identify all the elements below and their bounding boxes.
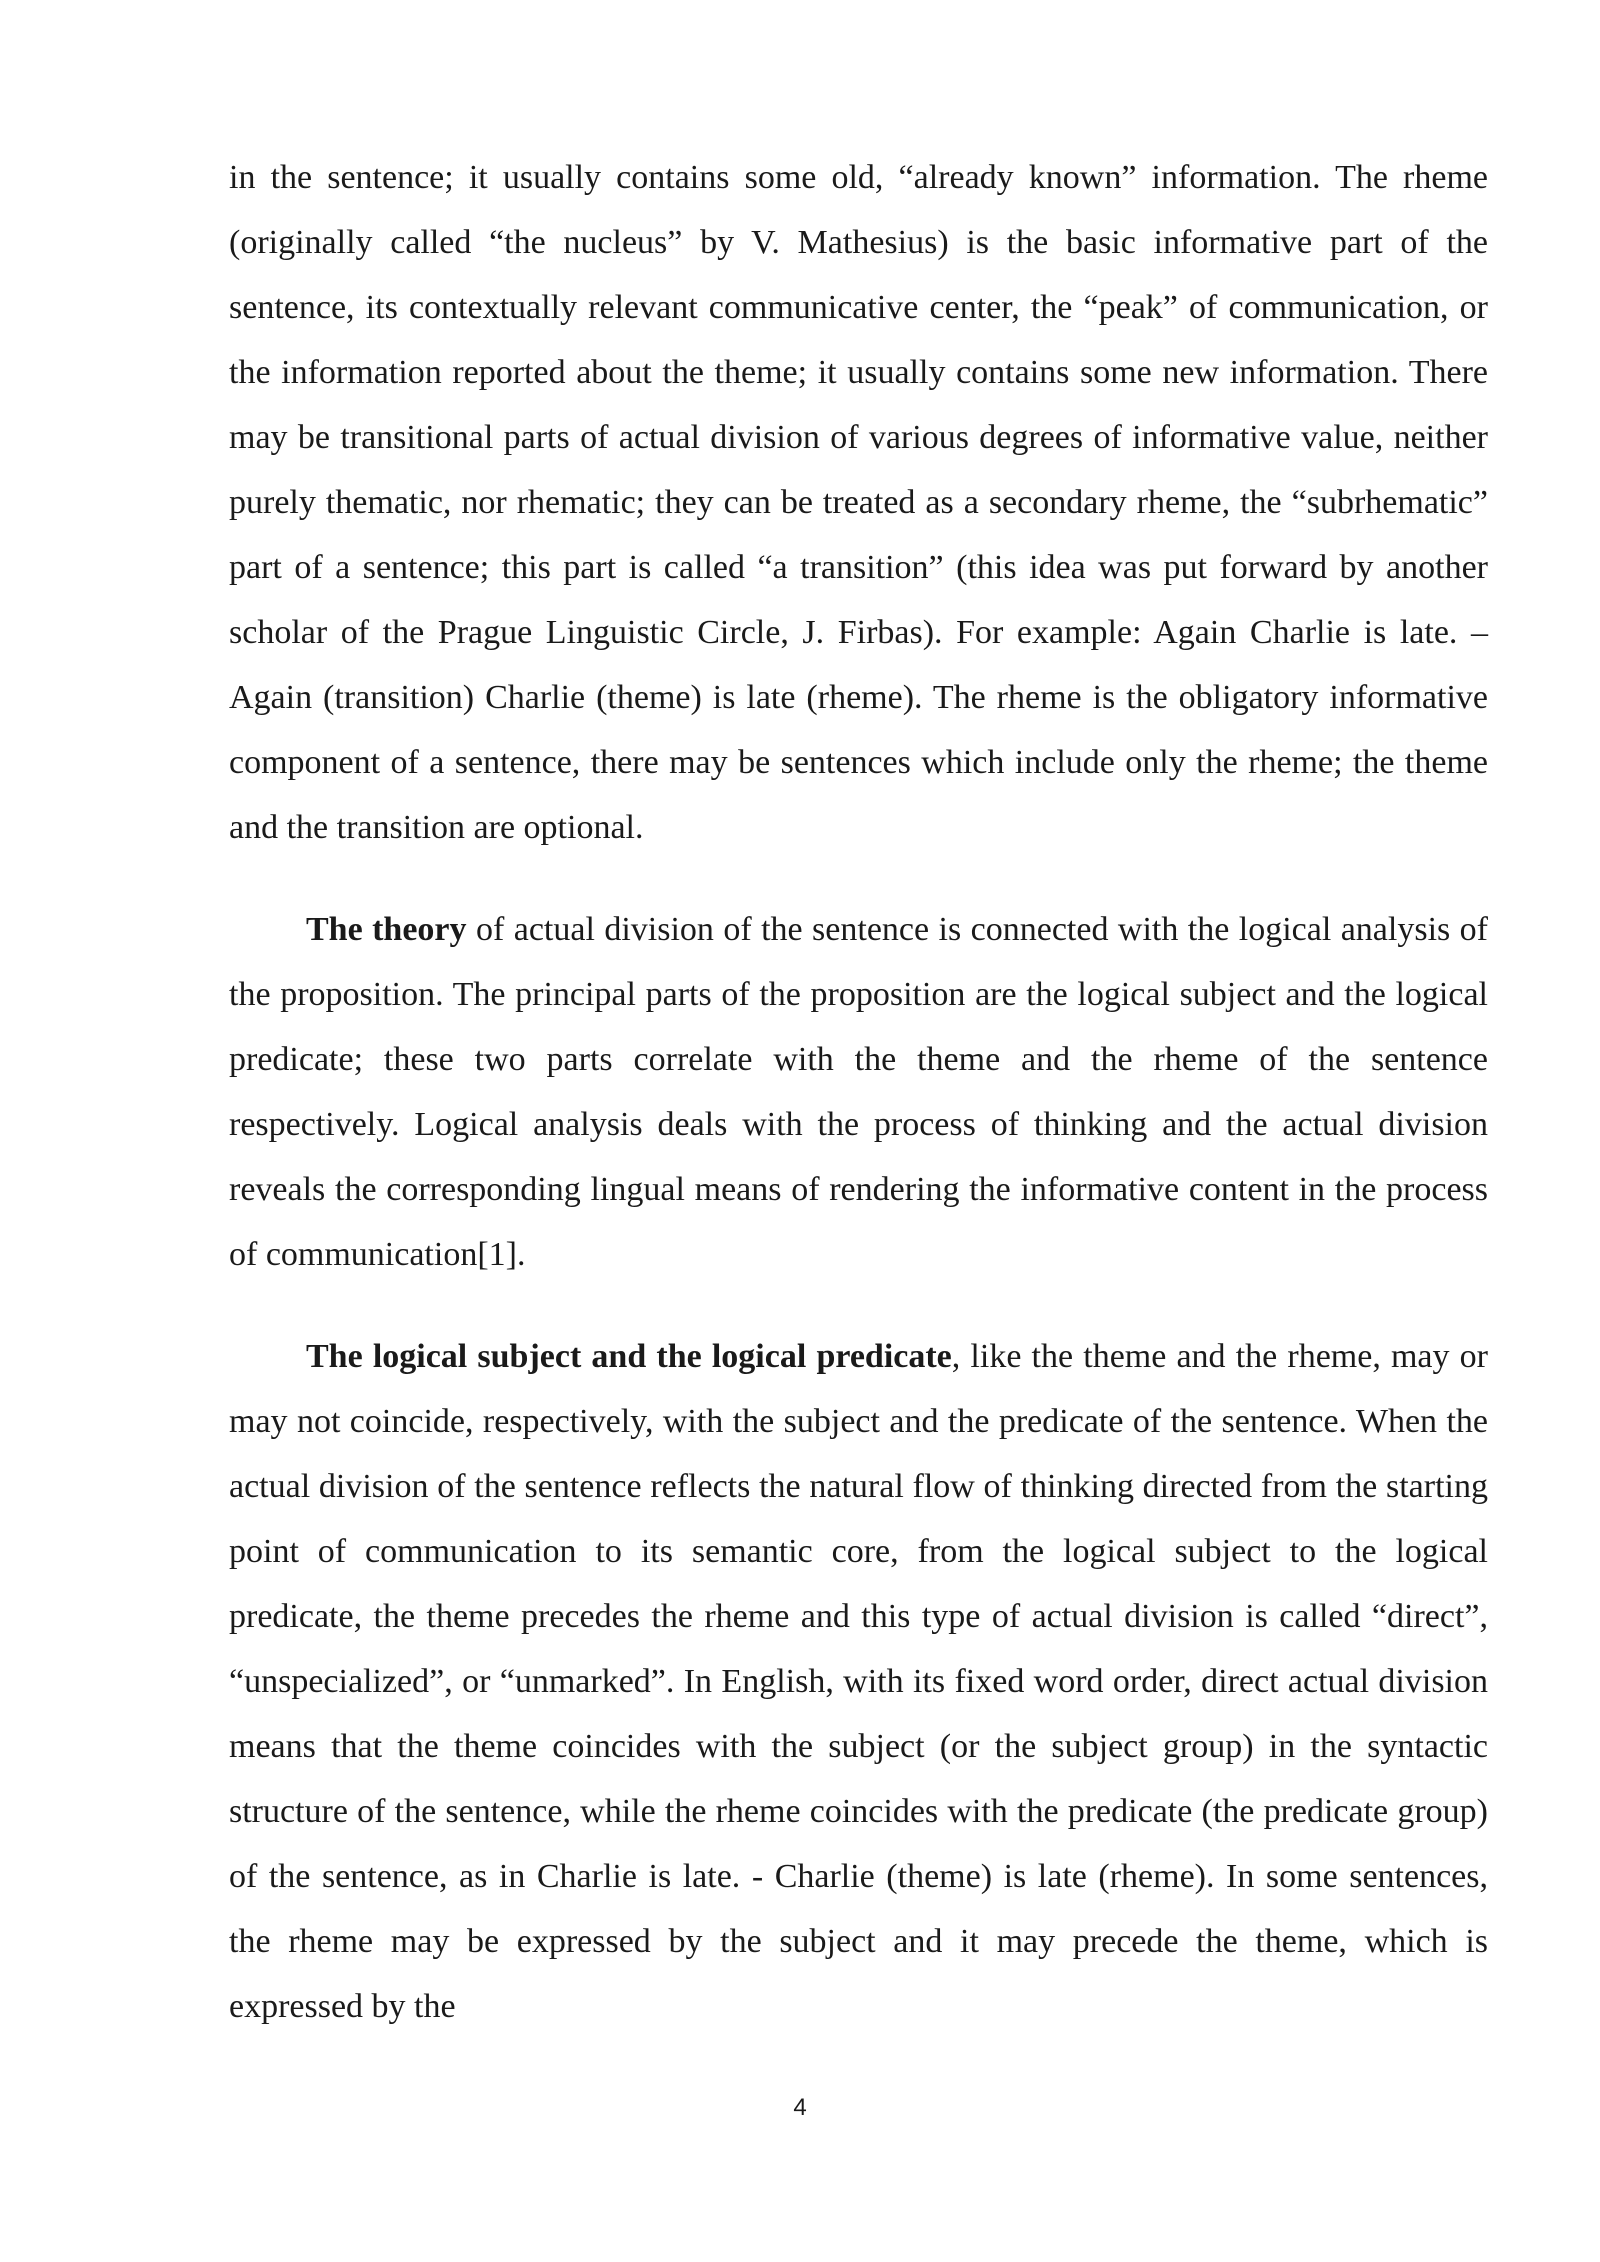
paragraph-theory <box>229 897 1488 1287</box>
paragraph-logical-subject <box>229 1324 1488 2039</box>
paragraph-bold-lead: The logical subject and the logical predicate <box>306 1338 952 1375</box>
page-number: 4 <box>793 2094 807 2121</box>
paragraph-text: in the sentence; it usually contains some old, “already known” information. The rheme (originally called “the nucleus” by V. Mathesius) is the basic informative part of the sentence, its contextually relevant communicative center, the “peak” of communication, or the information reported about the theme; it usually contains some new information. There may be transitional parts of actual division of various degrees of informative value, neither purely thematic, nor rhematic; they can be treated as a secondary rheme, the “subrhematic” part of a sentence; this part is called “a transition” (this idea was put forward by another scholar of the Prague Linguistic Circle, J. Firbas). For example: Again Charlie is late. – Again (transition) Charlie (theme) is late (rheme). The rheme is the obligatory informative component of a sentence, there may be sentences which include only the rheme; the theme and the transition are optional. <box>229 159 1488 846</box>
paragraph-continuation <box>229 145 1488 860</box>
paragraph-text: , like the theme and the rheme, may or may not coincide, respectively, with the subject and the predicate of the sentence. When the actual division of the sentence reflects the natural flow of thinking directed from the starting point of communication to its semantic core, from the logical subject to the logical predicate, the theme precedes the rheme and this type of actual division is called “direct”, “unspecialized”, or “unmarked”. In English, with its fixed word order, direct actual division means that the theme coincides with the subject (or the subject group) in the syntactic structure of the sentence, while the rheme coincides with the predicate (the predicate group) of the sentence, as in Charlie is late. - Charlie (theme) is late (rheme). In some sentences, the rheme may be expressed by the subject and it may precede the theme, which is expressed by the <box>229 1338 1488 2025</box>
paragraph-text: of actual division of the sentence is connected with the logical analysis of the proposition. The principal parts of the proposition are the logical subject and the logical predicate; these two parts correlate with the theme and the rheme of the sentence respectively. Logical analysis deals with the process of thinking and the actual division reveals the corresponding lingual means of rendering the informative content in the process of communication[1]. <box>229 911 1488 1273</box>
body-text <box>229 145 1488 2039</box>
paragraph-bold-lead: The theory <box>306 911 467 948</box>
